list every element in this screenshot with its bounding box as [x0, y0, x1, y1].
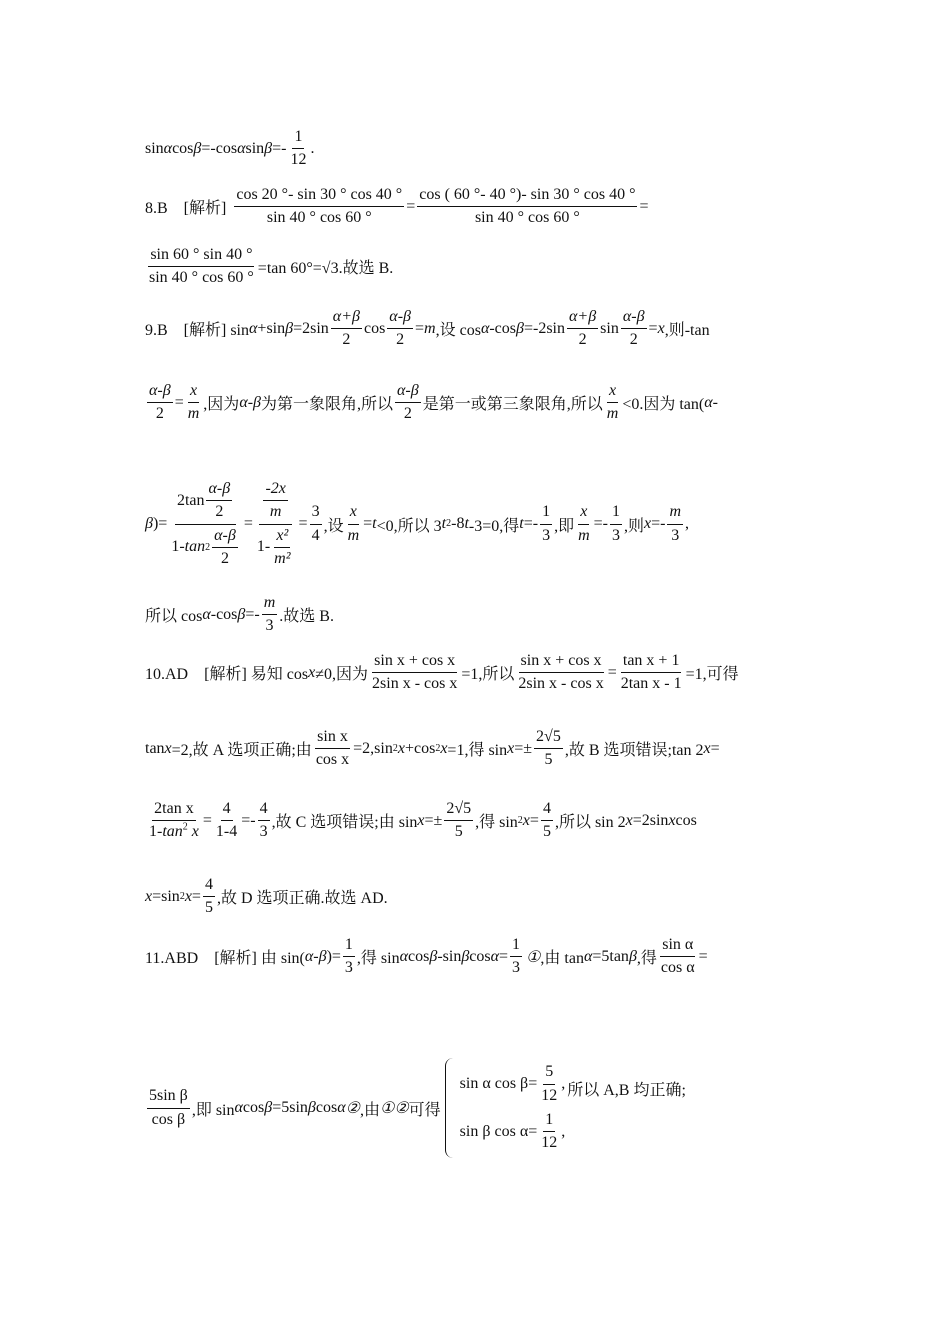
q9-line-2: [145, 382, 718, 424]
numerator: -2x: [263, 480, 287, 501]
fraction: [417, 186, 637, 228]
fraction: [539, 1111, 559, 1153]
numerator: 4: [221, 800, 233, 821]
denominator: 2sin x - cos x: [372, 675, 458, 693]
text: =2sin: [632, 811, 669, 829]
text: t: [519, 515, 524, 533]
text: cos: [242, 1099, 265, 1116]
text: =: [639, 197, 649, 215]
text: 是第一或第三象限角,所以: [422, 396, 603, 414]
text: ,故 B 选项错误;tan 2: [564, 742, 704, 760]
numerator: 1: [343, 936, 355, 957]
fraction: [621, 308, 647, 350]
numerator: x²: [274, 527, 290, 548]
text: =: [243, 515, 253, 533]
numerator: 1: [543, 1111, 555, 1132]
fraction: [343, 936, 355, 978]
denominator: m: [269, 503, 282, 521]
text: cos: [315, 1099, 338, 1116]
numerator: x: [578, 503, 589, 524]
numerator: m: [262, 594, 278, 615]
text: 1-: [171, 538, 185, 556]
text: <0,所以 3: [376, 517, 442, 535]
text: α-β: [239, 393, 262, 411]
text: +sin: [257, 319, 286, 337]
left-brace: [445, 1058, 456, 1158]
denominator: 2: [155, 405, 164, 423]
text: -sin: [437, 947, 462, 965]
fraction: [147, 382, 173, 424]
text: tan: [145, 739, 165, 757]
denominator: 3: [259, 823, 268, 841]
text: ,: [561, 1075, 566, 1093]
text: tan: [162, 823, 183, 841]
denominator: cos β: [151, 1110, 186, 1128]
fraction: [539, 1063, 559, 1105]
text: ,由 tan: [540, 950, 584, 968]
fraction: [212, 527, 238, 569]
q10-line-3: $\frac{\text{2tan x}}{1-\tan^2 x}$ = $\frac{4}{1-4}$ =- $\frac{4}{3}$ ,故 C 选项错误;由 sin x =± $\frac{2√5}{5}$ ,得 sin 2 x = $\frac{4}{5}$ ,所以 sin 2 x =2sin x cos: [149, 800, 697, 841]
line-1: [145, 128, 314, 170]
fraction: [147, 1087, 190, 1129]
text: =1,得 sin: [447, 742, 508, 760]
text: 所以 cos: [145, 608, 203, 626]
text: tan: [184, 538, 206, 556]
text: =1,所以: [461, 666, 515, 684]
text: <0.因为 tan(: [622, 396, 705, 414]
text: )=: [326, 947, 341, 965]
fraction: [576, 503, 592, 545]
text: α: [249, 319, 258, 337]
denominator: 2: [215, 503, 224, 521]
text: α: [583, 947, 593, 965]
text: x: [657, 319, 665, 337]
numerator: 1: [510, 936, 522, 957]
fraction: [541, 800, 553, 842]
denominator: 12: [290, 151, 307, 169]
text: =: [202, 811, 212, 829]
numerator: 4: [258, 800, 270, 821]
numerator: x: [348, 503, 359, 524]
fraction: [659, 936, 697, 978]
numerator: 1: [610, 503, 622, 524]
numerator: 1: [540, 503, 552, 524]
numerator: [175, 480, 236, 525]
fraction: [206, 480, 232, 522]
text: α: [480, 319, 490, 337]
denominator: sin 40 ° cos 60 °: [149, 269, 254, 287]
fraction: [262, 594, 278, 636]
fraction: [186, 382, 202, 424]
text: β: [264, 1099, 273, 1116]
system-row-2: [460, 1111, 566, 1153]
denominator: 2: [220, 550, 229, 568]
text: -3=0,得: [468, 517, 520, 535]
text: ,故 D 选项正确.故选 AD.: [216, 890, 388, 908]
denominator: sin 40 ° cos 60 °: [266, 209, 372, 227]
text: =tan 60°=√3.故选 B.: [257, 260, 394, 278]
text: =5tan: [592, 947, 629, 965]
text: sin α cos β=: [459, 1075, 538, 1093]
q8-line-2: [145, 246, 393, 288]
text: cos: [172, 139, 194, 157]
text: β: [285, 319, 294, 337]
fraction: [370, 652, 459, 694]
text: t: [372, 515, 377, 533]
denominator: sin 40 ° cos 60 °: [474, 209, 580, 227]
text: cos: [675, 811, 697, 829]
text: ,则-tan: [664, 322, 710, 340]
numerator: α-β: [212, 527, 238, 548]
fraction: [234, 186, 404, 228]
denominator: 3: [612, 526, 620, 544]
text: x: [164, 739, 172, 757]
denominator: 2: [403, 405, 412, 423]
denominator: 2: [342, 331, 351, 349]
q10-line-2: tan x =2,故 A 选项正确;由 $\frac{\text{sin x}}{\text{cos x}}$ =2,sin 2 x +cos 2 x =1,得 sin x =± $\frac{2√5}{5}$ ,故 B 选项错误;tan 2 x =: [145, 728, 720, 769]
denominator: 1- tan 2 $\frac{\alpha-\beta}{2}$: [171, 526, 236, 568]
text: m: [424, 319, 436, 337]
denominator: [255, 525, 297, 569]
text: β: [307, 1099, 316, 1116]
fraction: [272, 527, 292, 569]
text: ,设: [323, 517, 344, 535]
text: =1,可得: [685, 666, 739, 684]
text: ,即: [554, 517, 575, 535]
fraction: [346, 503, 362, 545]
q9-line-1: [145, 308, 710, 350]
text: +cos: [404, 739, 436, 757]
text: sin: [245, 139, 265, 157]
fraction: [534, 728, 563, 770]
fraction: [510, 936, 522, 978]
denominator: 3: [671, 526, 680, 544]
numerator: x: [188, 382, 199, 403]
text: cos: [469, 947, 491, 965]
numerator: x: [607, 382, 618, 403]
denominator: m: [347, 526, 360, 544]
text: 2: [182, 822, 188, 834]
text: =5sin: [272, 1099, 308, 1116]
text: α: [237, 139, 246, 157]
denominator: 5: [542, 823, 551, 841]
text: =-: [272, 139, 287, 157]
numerator: α+β: [567, 308, 598, 329]
fraction: [203, 876, 215, 918]
text: α: [202, 605, 211, 623]
text: =±: [424, 811, 443, 829]
fraction: [444, 800, 473, 842]
text: =-: [245, 605, 260, 623]
denominator: cos α: [660, 959, 695, 977]
circled-number: ①: [526, 948, 541, 966]
denominator: m: [606, 405, 619, 423]
question-label: 11.ABD [解析] 由 sin(: [145, 950, 305, 968]
text: ≠0,因为: [315, 666, 369, 684]
text: β: [461, 947, 470, 965]
text: x: [417, 811, 425, 829]
text: x: [668, 811, 676, 829]
fraction: [147, 800, 201, 842]
compound-fraction: [169, 480, 241, 569]
numerator: cos 20 °- sin 30 ° cos 40 °: [234, 186, 404, 207]
circled-number: ②: [345, 1100, 360, 1117]
text: ,设 cos: [435, 322, 481, 340]
text: =: [529, 811, 539, 829]
text: α: [234, 1099, 243, 1116]
text: =: [415, 319, 425, 337]
text: x: [397, 739, 405, 757]
q8-line-1: [145, 186, 649, 228]
text: α-β: [304, 947, 327, 965]
denominator: 12: [541, 1134, 558, 1152]
text: α-: [704, 393, 718, 411]
denominator: cos x: [315, 751, 350, 769]
denominator: m: [187, 405, 200, 423]
text: x: [145, 887, 153, 905]
text: x: [644, 515, 652, 533]
fraction: [387, 308, 413, 350]
numerator: cos ( 60 °- 40 °)- sin 30 ° cos 40 °: [417, 186, 637, 207]
denominator: 3: [512, 959, 521, 977]
text: β: [429, 947, 438, 965]
text: =-: [651, 515, 666, 533]
text: 为第一象限角,所以: [261, 396, 394, 414]
text: =: [191, 887, 201, 905]
text: x: [522, 811, 530, 829]
q10-line-4: x =sin 2 x = $\frac{4}{5}$ ,故 D 选项正确.故选 AD.: [145, 876, 388, 917]
text: ,所以 sin 2: [554, 814, 626, 832]
question-label: 10.AD [解析] 易知 cos: [145, 666, 309, 684]
numerator: 4: [203, 876, 215, 897]
denominator: 2sin x - cos x: [518, 675, 604, 693]
text: ,得 sin: [356, 950, 400, 968]
numerator: 3: [310, 503, 322, 524]
denominator: m²: [274, 550, 291, 568]
text: =: [174, 393, 184, 411]
text: 2tan: [176, 491, 205, 509]
text: =-: [593, 515, 608, 533]
q11-line-1: [145, 936, 708, 978]
numerator: 2tan x: [152, 800, 196, 821]
fraction: [619, 652, 684, 694]
fraction: [314, 728, 351, 770]
fraction: [540, 503, 552, 545]
text: ,由: [359, 1101, 380, 1119]
text: x: [184, 887, 192, 905]
text: ,因为: [203, 396, 240, 414]
text: cos: [363, 319, 386, 337]
text: =: [406, 197, 416, 215]
numerator: α-β: [395, 382, 421, 403]
text: ,: [561, 1122, 566, 1140]
text: =: [298, 515, 308, 533]
text: β: [193, 139, 202, 157]
text: x: [625, 811, 633, 829]
fraction: [147, 246, 256, 288]
denominator: m: [578, 526, 590, 544]
text: x: [440, 739, 448, 757]
text: =±: [514, 739, 533, 757]
denominator: 1-4: [215, 823, 238, 841]
text: .故选 B.: [279, 608, 334, 626]
q9-line-4: [145, 594, 334, 636]
text: x: [703, 739, 711, 757]
fraction: [395, 382, 421, 424]
text: β: [628, 947, 637, 965]
text: β: [264, 139, 273, 157]
text: sin: [600, 319, 619, 337]
text: =: [710, 739, 720, 757]
fraction: [214, 800, 239, 842]
denominator: 4: [311, 526, 320, 544]
text: α: [490, 947, 500, 965]
text: =: [363, 515, 373, 533]
numerator: m: [667, 503, 683, 524]
text: t: [441, 515, 447, 533]
text: ,: [685, 515, 690, 533]
text: =sin: [152, 887, 180, 905]
text: cos: [408, 947, 430, 965]
text: β: [516, 319, 524, 337]
denominator: 12: [541, 1086, 558, 1104]
text: ,则: [624, 517, 645, 535]
text: )=: [152, 515, 168, 533]
fraction: [331, 308, 362, 350]
text: 所以 A,B 均正确;: [567, 1081, 686, 1099]
compound-fraction: [255, 480, 297, 569]
equation-system: [445, 1058, 566, 1158]
numerator: α-β: [206, 480, 232, 501]
fraction: [610, 503, 622, 545]
denominator: 5: [454, 823, 463, 841]
numerator: α-β: [621, 308, 647, 329]
denominator: [147, 821, 201, 841]
text: -cos: [489, 319, 516, 337]
numerator: 2√5: [444, 800, 473, 821]
fraction: [516, 652, 605, 694]
text: ,得: [636, 950, 657, 968]
denominator: 3: [344, 959, 353, 977]
text: .: [310, 139, 315, 157]
numerator: 5sin β: [147, 1087, 190, 1108]
circled-number: ①②: [379, 1100, 409, 1117]
text: ,故 C 选项错误;由 sin: [271, 814, 418, 832]
numerator: α+β: [331, 308, 362, 329]
numerator: 1: [292, 128, 304, 149]
numerator: 5: [543, 1063, 555, 1084]
text: -cos: [210, 605, 238, 623]
text: =: [698, 947, 708, 965]
text: =: [499, 947, 509, 965]
text: =2sin: [293, 319, 329, 337]
text: β: [145, 515, 153, 533]
denominator: 2: [396, 331, 405, 349]
numerator: [259, 480, 291, 525]
text: 1-: [256, 538, 271, 556]
fraction: [567, 308, 598, 350]
fraction: [667, 503, 683, 545]
fraction: [258, 800, 270, 842]
text: 可得: [408, 1101, 441, 1119]
numerator: sin 60 ° sin 40 °: [148, 246, 254, 267]
q11-line-2: [145, 1058, 686, 1158]
denominator: 2tan x - 1: [620, 675, 682, 693]
text: sin: [145, 139, 164, 157]
text: β: [237, 605, 246, 623]
text: =-: [523, 515, 539, 533]
question-label: 9.B [解析] sin: [145, 322, 250, 340]
text: α: [163, 139, 173, 157]
question-label: 8.B [解析]: [145, 200, 227, 218]
denominator: 2: [578, 331, 587, 349]
text: x: [187, 823, 199, 841]
numerator: α-β: [147, 382, 173, 403]
numerator: sin x + cos x: [372, 652, 457, 673]
numerator: sin x: [315, 728, 350, 749]
denominator: 5: [544, 751, 553, 769]
denominator: 3: [542, 526, 551, 544]
text: =2,故 A 选项正确;由: [171, 742, 312, 760]
denominator: 3: [265, 617, 274, 635]
text: =: [607, 663, 617, 681]
text: α: [399, 947, 409, 965]
system-row-1: [460, 1063, 566, 1105]
fraction: [310, 503, 322, 545]
denominator: 2: [629, 331, 638, 349]
text: sin β cos α=: [459, 1122, 538, 1140]
fraction: [605, 382, 621, 424]
text: =2,sin: [353, 739, 393, 757]
numerator: α-β: [387, 308, 413, 329]
text: -8: [451, 515, 465, 533]
text: x: [507, 739, 515, 757]
q9-line-3: β )= 2tan $\frac{\alpha-\beta}{2}$ 1- tan 2 $\frac{\alpha-\beta}{2}$ = $\frac{-2x}{m}$ 1- $\frac{\text{x²}}{\text{m²}}$ = $\frac{3}{4}$ ,设 $\frac{x}{m}$ = t <0,所以 3 t 2 -8 t -3=0,得 t =- $\frac{1}{3}$ ,即 $\frac{x}{m}$ =- $\frac{1}{3}$ ,则 x =- $\frac{m}{3}$ ,: [145, 480, 690, 568]
text: =-2sin: [523, 319, 565, 337]
text: α: [337, 1099, 346, 1116]
numerator: sin x + cos x: [519, 652, 604, 673]
denominator: 5: [204, 899, 213, 917]
text: =-: [241, 811, 256, 829]
text: t: [464, 515, 469, 533]
numerator: 4: [541, 800, 553, 821]
text: =: [648, 319, 658, 337]
q10-line-1: [145, 652, 739, 694]
text: ,得 sin: [475, 814, 518, 832]
fraction: [288, 128, 308, 170]
text: x: [308, 663, 316, 681]
numerator: tan x + 1: [621, 652, 682, 673]
system-rows: [460, 1063, 566, 1153]
text: ,即 sin: [191, 1101, 235, 1119]
text: 1-: [149, 823, 163, 841]
numerator: 2√5: [534, 728, 563, 749]
numerator: sin α: [660, 936, 695, 957]
text: =-cos: [201, 139, 238, 157]
fraction: [263, 480, 287, 522]
